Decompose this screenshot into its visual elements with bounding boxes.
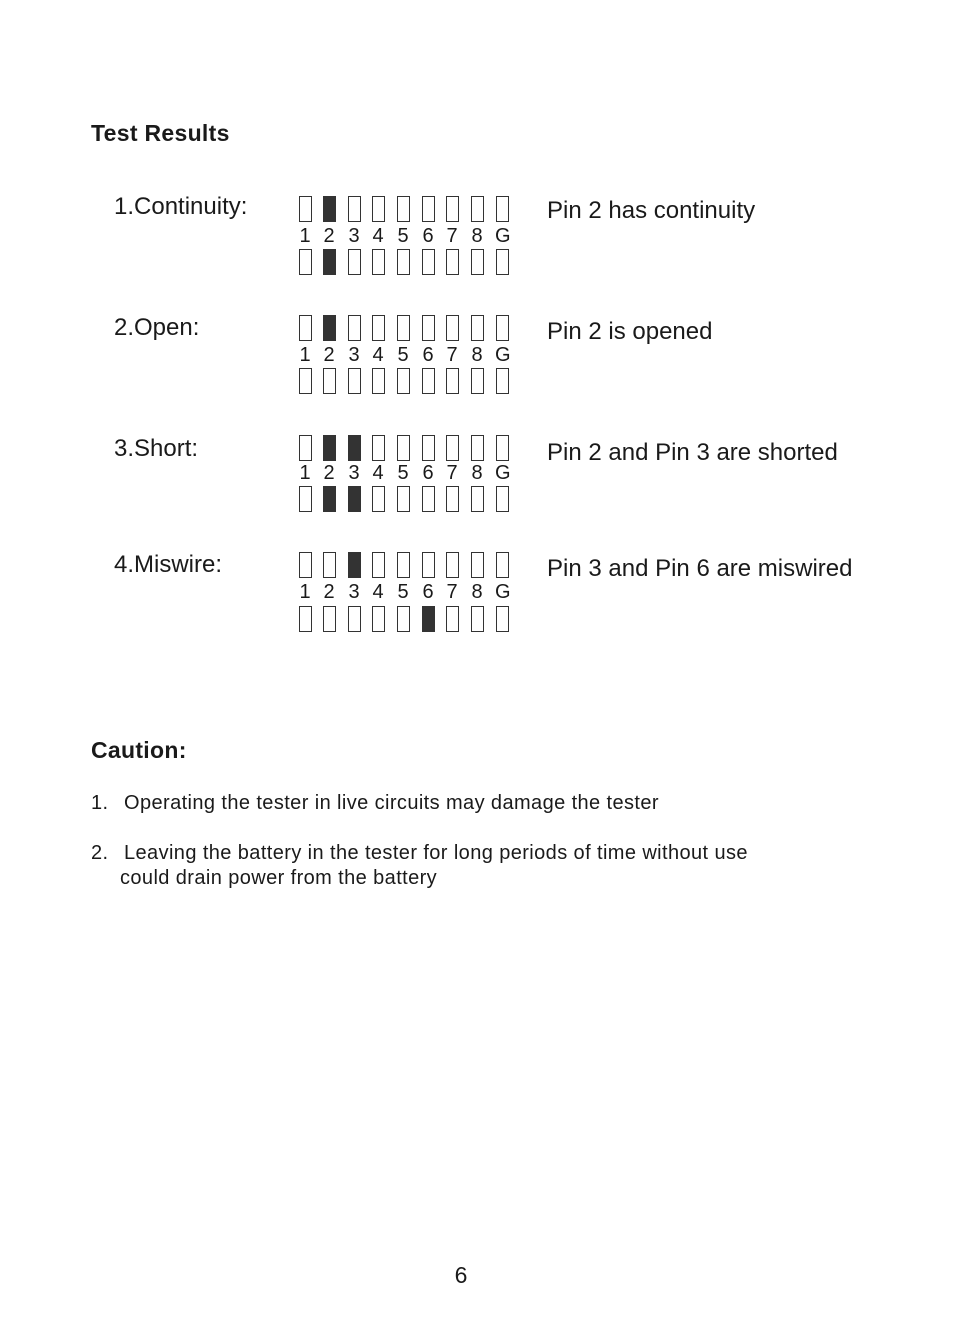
pin-number: G [495, 581, 511, 603]
pin-number: 6 [422, 225, 434, 247]
led-off [397, 249, 410, 275]
led-row-remote [296, 606, 511, 634]
result-label: 4.Miswire: [114, 551, 223, 578]
test-results-heading: Test Results [91, 120, 230, 146]
led-lit [348, 435, 361, 461]
led-off [471, 368, 484, 394]
led-off [422, 368, 435, 394]
caution-heading: Caution: [91, 737, 187, 763]
pin-number: 2 [323, 344, 335, 366]
led-off [496, 368, 509, 394]
pin-number: 4 [372, 581, 384, 603]
led-off [446, 368, 459, 394]
led-off [446, 606, 459, 632]
led-lit [323, 315, 336, 341]
led-off [299, 435, 312, 461]
pin-number: 8 [471, 344, 483, 366]
led-row-remote [296, 249, 511, 277]
led-off [323, 368, 336, 394]
led-off [299, 552, 312, 578]
led-off [471, 315, 484, 341]
pin-number: 3 [348, 344, 360, 366]
pin-numbers [296, 225, 511, 247]
led-off [446, 196, 459, 222]
pin-number: 7 [446, 344, 458, 366]
led-off [397, 368, 410, 394]
led-off [496, 606, 509, 632]
pin-number: 8 [471, 581, 483, 603]
pin-number: 8 [471, 225, 483, 247]
led-lit [348, 552, 361, 578]
led-row-main [296, 315, 511, 343]
led-off [323, 606, 336, 632]
pin-number: 4 [372, 462, 384, 484]
result-description: Pin 3 and Pin 6 are miswired [547, 555, 853, 582]
led-off [299, 196, 312, 222]
led-off [471, 606, 484, 632]
led-off [422, 249, 435, 275]
page-number: 6 [454, 1262, 468, 1288]
pin-number: 2 [323, 581, 335, 603]
result-label: 3.Short: [114, 435, 199, 462]
led-off [372, 552, 385, 578]
led-off [299, 315, 312, 341]
led-off [372, 368, 385, 394]
led-off [496, 315, 509, 341]
led-off [471, 435, 484, 461]
pin-number: 7 [446, 581, 458, 603]
led-off [397, 315, 410, 341]
caution-item-text: Leaving the battery in the tester for long periods of time without use [124, 842, 748, 864]
caution-item-number: 2. [91, 842, 109, 864]
led-off [397, 552, 410, 578]
led-off [471, 249, 484, 275]
led-off [422, 552, 435, 578]
pin-number: 1 [299, 344, 311, 366]
pin-number: 3 [348, 225, 360, 247]
led-off [422, 196, 435, 222]
result-description: Pin 2 and Pin 3 are shorted [547, 439, 838, 466]
led-row-remote [296, 368, 511, 396]
caution-item-continuation: could drain power from the battery [120, 867, 438, 889]
pin-number: G [495, 344, 511, 366]
led-off [496, 249, 509, 275]
caution-item-number: 1. [91, 792, 109, 814]
pin-number: 6 [422, 344, 434, 366]
led-off [372, 196, 385, 222]
led-lit [422, 606, 435, 632]
led-off [422, 315, 435, 341]
led-off [446, 486, 459, 512]
led-lit [323, 196, 336, 222]
pin-number: 1 [299, 462, 311, 484]
caution-item [91, 791, 659, 816]
pin-number: 7 [446, 225, 458, 247]
led-lit [323, 486, 336, 512]
pin-number: 4 [372, 344, 384, 366]
pin-number: 5 [397, 225, 409, 247]
led-off [496, 552, 509, 578]
pin-numbers [296, 344, 511, 366]
pin-number: 1 [299, 225, 311, 247]
led-off [372, 315, 385, 341]
result-description: Pin 2 has continuity [547, 197, 756, 224]
led-off [372, 486, 385, 512]
led-off [446, 249, 459, 275]
result-description: Pin 2 is opened [547, 318, 713, 345]
pin-number: 4 [372, 225, 384, 247]
pin-number: 2 [323, 225, 335, 247]
led-off [372, 606, 385, 632]
pin-number: 5 [397, 462, 409, 484]
result-miswire [0, 551, 954, 651]
led-off [471, 486, 484, 512]
led-lit [348, 486, 361, 512]
pin-numbers [296, 581, 511, 603]
result-label: 1.Continuity: [114, 193, 248, 220]
led-off [471, 552, 484, 578]
led-off [299, 368, 312, 394]
led-row-main [296, 435, 511, 463]
led-off [348, 315, 361, 341]
led-off [348, 368, 361, 394]
led-off [422, 486, 435, 512]
led-row-remote [296, 486, 511, 514]
led-off [446, 435, 459, 461]
led-row-main [296, 196, 511, 224]
led-off [299, 249, 312, 275]
pin-number: G [495, 462, 511, 484]
led-lit [323, 249, 336, 275]
led-off [496, 486, 509, 512]
pin-number: G [495, 225, 511, 247]
pin-number: 3 [348, 462, 360, 484]
led-off [446, 315, 459, 341]
led-off [372, 435, 385, 461]
led-row-main [296, 552, 511, 580]
pin-number: 3 [348, 581, 360, 603]
led-off [397, 196, 410, 222]
pin-number: 8 [471, 462, 483, 484]
caution-item [91, 841, 748, 891]
led-off [422, 435, 435, 461]
led-lit [323, 435, 336, 461]
result-open [0, 314, 954, 414]
result-continuity [0, 193, 954, 293]
led-off [372, 249, 385, 275]
led-off [323, 552, 336, 578]
led-off [446, 552, 459, 578]
pin-number: 6 [422, 462, 434, 484]
pin-numbers [296, 462, 511, 484]
led-off [471, 196, 484, 222]
result-label: 2.Open: [114, 314, 200, 341]
led-off [397, 486, 410, 512]
led-off [348, 196, 361, 222]
pin-number: 1 [299, 581, 311, 603]
result-short [0, 435, 954, 535]
pin-number: 2 [323, 462, 335, 484]
led-off [496, 196, 509, 222]
pin-number: 7 [446, 462, 458, 484]
pin-number: 5 [397, 581, 409, 603]
led-off [348, 606, 361, 632]
led-off [348, 249, 361, 275]
pin-number: 6 [422, 581, 434, 603]
led-off [299, 486, 312, 512]
led-off [496, 435, 509, 461]
pin-number: 5 [397, 344, 409, 366]
led-off [299, 606, 312, 632]
led-off [397, 435, 410, 461]
led-off [397, 606, 410, 632]
caution-item-text: Operating the tester in live circuits may damage the tester [124, 792, 659, 814]
